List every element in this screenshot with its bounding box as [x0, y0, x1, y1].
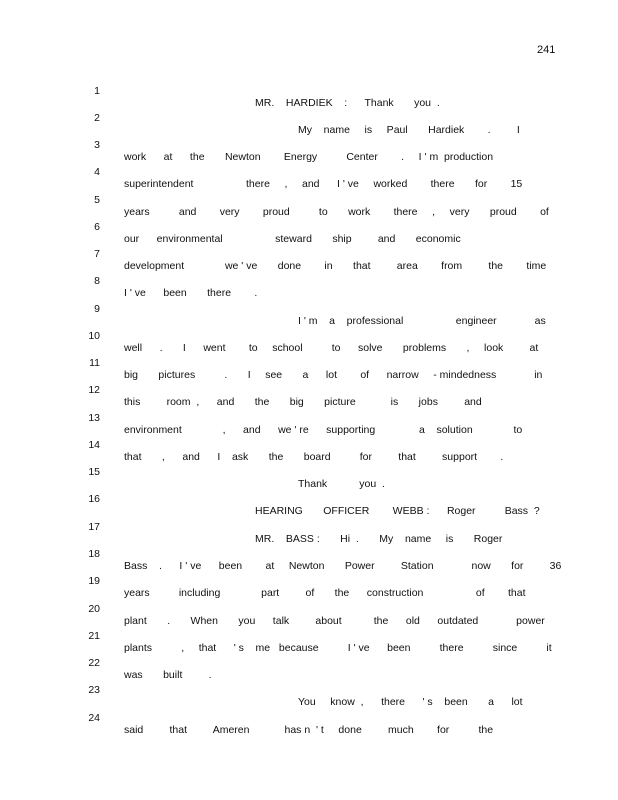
transcript-line [0, 236, 618, 272]
transcript-line [0, 372, 618, 408]
line-text: plants , that ' s me because I ' ve been there since it [124, 642, 552, 654]
line-number: 10 [88, 330, 100, 342]
line-text: years and very proud to work there , very proud of [124, 206, 549, 218]
line-text: MR. HARDIEK : Thank you . [255, 97, 440, 109]
transcript-line [0, 154, 618, 190]
line-number: 1 [94, 85, 100, 97]
transcript-line [0, 591, 618, 627]
line-text: superintendent there , and I ' ve worked there for 15 [124, 178, 523, 190]
transcript-line [0, 100, 618, 136]
line-text: You know , there ' s been a lot [298, 696, 523, 708]
transcript-line [0, 291, 618, 327]
line-text: environment , and we ' re supporting a solution to [124, 424, 523, 436]
line-text: well . I went to school to solve problems , look at [124, 342, 539, 354]
transcript-line [0, 427, 618, 463]
transcript-line [0, 672, 618, 708]
transcript-line [0, 509, 618, 545]
line-number: 7 [94, 248, 100, 260]
line-number: 9 [94, 303, 100, 315]
transcript-line [0, 618, 618, 654]
line-text: MR. BASS : Hi . My name is Roger [255, 533, 503, 545]
line-number: 18 [88, 548, 100, 560]
line-text: I ' m a professional engineer as [298, 315, 546, 327]
transcript-line [0, 263, 618, 299]
transcript-line [0, 318, 618, 354]
line-text: Bass . I ' ve been at Newton Power Station now for 36 [124, 560, 562, 572]
line-number: 24 [88, 712, 100, 724]
line-number: 15 [88, 466, 100, 478]
transcript-line [0, 645, 618, 681]
line-number: 4 [94, 166, 100, 178]
transcript-line [0, 209, 618, 245]
transcript-line [0, 563, 618, 599]
line-number: 17 [88, 521, 100, 533]
transcript-line [0, 127, 618, 163]
line-number: 13 [88, 412, 100, 424]
line-text: said that Ameren has n ' t done much for the [124, 724, 494, 736]
transcript-line [0, 481, 618, 517]
line-text: that , and I ask the board for that support . [124, 451, 504, 463]
line-text: Thank you . [298, 478, 385, 490]
line-number: 5 [94, 194, 100, 206]
line-number: 12 [88, 384, 100, 396]
line-number: 2 [94, 112, 100, 124]
line-text: work at the Newton Energy Center . I ' m production [124, 151, 494, 163]
line-text: plant . When you talk about the old outdated power [124, 615, 545, 627]
transcript-line [0, 400, 618, 436]
transcript-line [0, 700, 618, 736]
line-number: 8 [94, 275, 100, 287]
line-number: 21 [88, 630, 100, 642]
line-number: 14 [88, 439, 100, 451]
line-text: years including part of the construction of that [124, 587, 526, 599]
line-number: 23 [88, 684, 100, 696]
line-number: 16 [88, 493, 100, 505]
line-text: was built . [124, 669, 212, 681]
transcript-line [0, 345, 618, 381]
line-number: 22 [88, 657, 100, 669]
line-text: My name is Paul Hardiek . I [298, 124, 520, 136]
line-number: 20 [88, 603, 100, 615]
page-number: 241 [537, 44, 556, 56]
transcript-line [0, 454, 618, 490]
line-text: I ' ve been there . [124, 287, 258, 299]
line-number: 19 [88, 575, 100, 587]
transcript-line [0, 73, 618, 109]
line-text: development we ' ve done in that area from the time [124, 260, 547, 272]
line-number: 11 [89, 357, 100, 369]
line-number: 6 [94, 221, 100, 233]
line-text: our environmental steward ship and economic [124, 233, 461, 245]
line-number: 3 [94, 139, 100, 151]
line-text: this room , and the big picture is jobs and [124, 396, 482, 408]
transcript-line [0, 536, 618, 572]
line-text: big pictures . I see a lot of narrow - mindedness in [124, 369, 543, 381]
transcript-line [0, 182, 618, 218]
line-text: HEARING OFFICER WEBB : Roger Bass ? [255, 505, 540, 517]
